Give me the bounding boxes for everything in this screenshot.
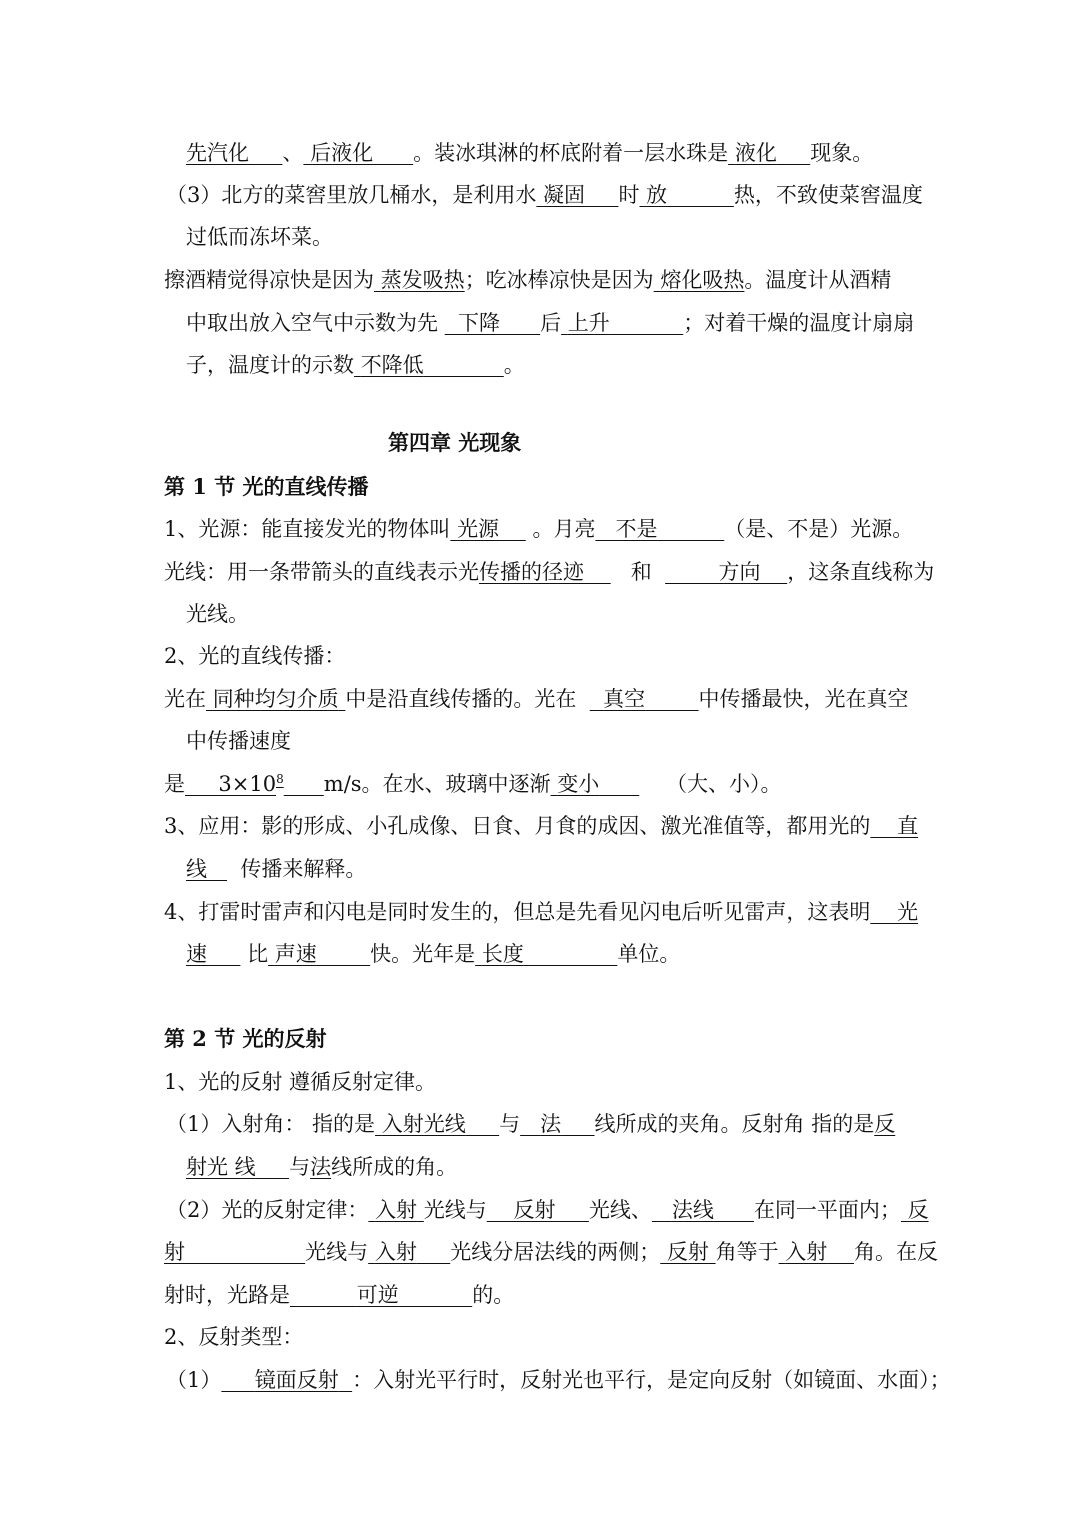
text-line: 线 传播来解释。 — [186, 857, 367, 881]
answer-blank: 反 — [907, 1198, 929, 1222]
text-line: （3）北方的菜窖里放几桶水，是利用水 凝固 时 放 热，不致使菜窖温度 — [166, 183, 923, 207]
answer-blank: 液化 — [734, 141, 777, 165]
text-line: 光线：用一条带箭头的直线表示光传播的径迹 和 方向 ，这条直线称为 — [164, 560, 935, 584]
answer-blank: 入射光线 — [381, 1112, 466, 1136]
text-line: 3、应用：影的形成、小孔成像、日食、月食的成因、激光准值等，都用光的 直 — [164, 814, 919, 838]
answer-blank: 反射 — [666, 1240, 709, 1264]
answer-blank: 法 — [540, 1112, 562, 1136]
answer-blank: 传播的径迹 — [479, 560, 584, 584]
answer-blank: 线 — [186, 857, 207, 881]
answer-blank: 真空 — [603, 687, 646, 711]
answer-blank: 射光 线 — [186, 1155, 256, 1179]
text-line: 速 比 声速 快。光年是 长度 单位。 — [186, 942, 681, 966]
section-title: 第 1 节 光的直线传播 — [164, 474, 369, 499]
text-line: 4、打雷时雷声和闪电是同时发生的，但总是先看见闪电后听见雷声，这表明 光 — [164, 900, 919, 924]
answer-blank: 下降 — [458, 311, 501, 335]
answer-blank: 直 — [897, 814, 919, 838]
text-line: 子，温度计的示数 不降低 。 — [186, 353, 525, 377]
answer-blank: 上升 — [567, 311, 610, 335]
text-line: 中取出放入空气中示数为先 下降 后 上升 ；对着干燥的温度计扇扇 — [186, 311, 915, 335]
answer-blank: 入射 — [374, 1240, 417, 1264]
text-line: 射 光线与 入射 光线分居法线的两侧； 反射 角等于 入射 角。在反 — [164, 1240, 938, 1264]
answer-blank: 3×10 — [218, 772, 277, 796]
answer-blank: 反 — [874, 1112, 896, 1136]
answer-blank: 蒸发吸热 — [380, 268, 465, 292]
answer-blank: 后液化 — [310, 141, 374, 165]
answer-blank: 反射 — [513, 1198, 556, 1222]
answer-blank: 同种均匀介质 — [212, 687, 339, 711]
text-line: 2、反射类型： — [164, 1325, 304, 1349]
answer-blank: 先汽化 — [186, 141, 249, 165]
answer-blank: 凝固 — [543, 183, 586, 207]
text-line: 过低而冻坏菜。 — [186, 225, 333, 249]
text-line: 光线。 — [186, 602, 249, 626]
answer-blank: 不降低 — [360, 353, 424, 377]
text-line: 擦酒精觉得凉快是因为 蒸发吸热；吃冰棒凉快是因为 熔化吸热。温度计从酒精 — [164, 268, 892, 292]
answer-blank: 熔化吸热 — [660, 268, 745, 292]
text-line: 中传播速度 — [186, 729, 291, 753]
answer-blank: 镜面反射 — [254, 1368, 339, 1392]
text-line: 是 $3\times 10^8$ m/s。在水、玻璃中逐渐 变小 （大、小）。 — [164, 772, 782, 796]
section-title: 第 2 节 光的反射 — [164, 1026, 327, 1051]
answer-blank: 速 — [186, 942, 207, 966]
answer-blank: 方向 — [718, 560, 761, 584]
text-line: 2、光的直线传播： — [164, 644, 346, 668]
answer-blank: 不是 — [615, 517, 658, 541]
text-line: 射时，光路是 可逆 的。 — [164, 1283, 515, 1307]
answer-blank: 入射 — [375, 1198, 418, 1222]
answer-blank: 长度 — [481, 942, 524, 966]
answer-blank: 光 — [897, 900, 919, 924]
text-line: （2）光的反射定律： 入射 光线与 反射 光线、 法线 在同一平面内； 反 — [166, 1198, 929, 1222]
answer-blank: 射 — [164, 1240, 185, 1264]
text-line: （1）入射角： 指的是 入射光线 与 法 线所成的夹角。反射角 指的是反 — [166, 1112, 896, 1136]
answer-blank: 声速 — [274, 942, 317, 966]
text-line: 先汽化 、 后液化 。装冰琪淋的杯底附着一层水珠是 液化 现象。 — [186, 141, 874, 165]
chapter-title: 第四章 光现象 — [388, 430, 522, 455]
answer-blank: 入射 — [785, 1240, 828, 1264]
exponent: 8 — [276, 772, 284, 786]
text-line: 射光 线 与法线所成的角。 — [186, 1155, 458, 1179]
answer-blank: 放 — [646, 183, 668, 207]
text-line: （1） 镜面反射 ：入射光平行时，反射光也平行，是定向反射（如镜面、水面）； — [166, 1368, 951, 1392]
answer-blank: 法线 — [671, 1198, 714, 1222]
text-line: 1、光源：能直接发光的物体叫 光源 。月亮 不是 （是、不是）光源。 — [164, 517, 914, 541]
answer-blank: 光源 — [457, 517, 500, 541]
text-line: 1、光的反射 遵循反射定律。 — [164, 1070, 437, 1094]
answer-blank: 变小 — [557, 772, 600, 796]
answer-blank: 可逆 — [356, 1283, 399, 1307]
text-line: 光在 同种均匀介质 中是沿直线传播的。光在 真空 中传播最快，光在真空 — [164, 687, 909, 711]
